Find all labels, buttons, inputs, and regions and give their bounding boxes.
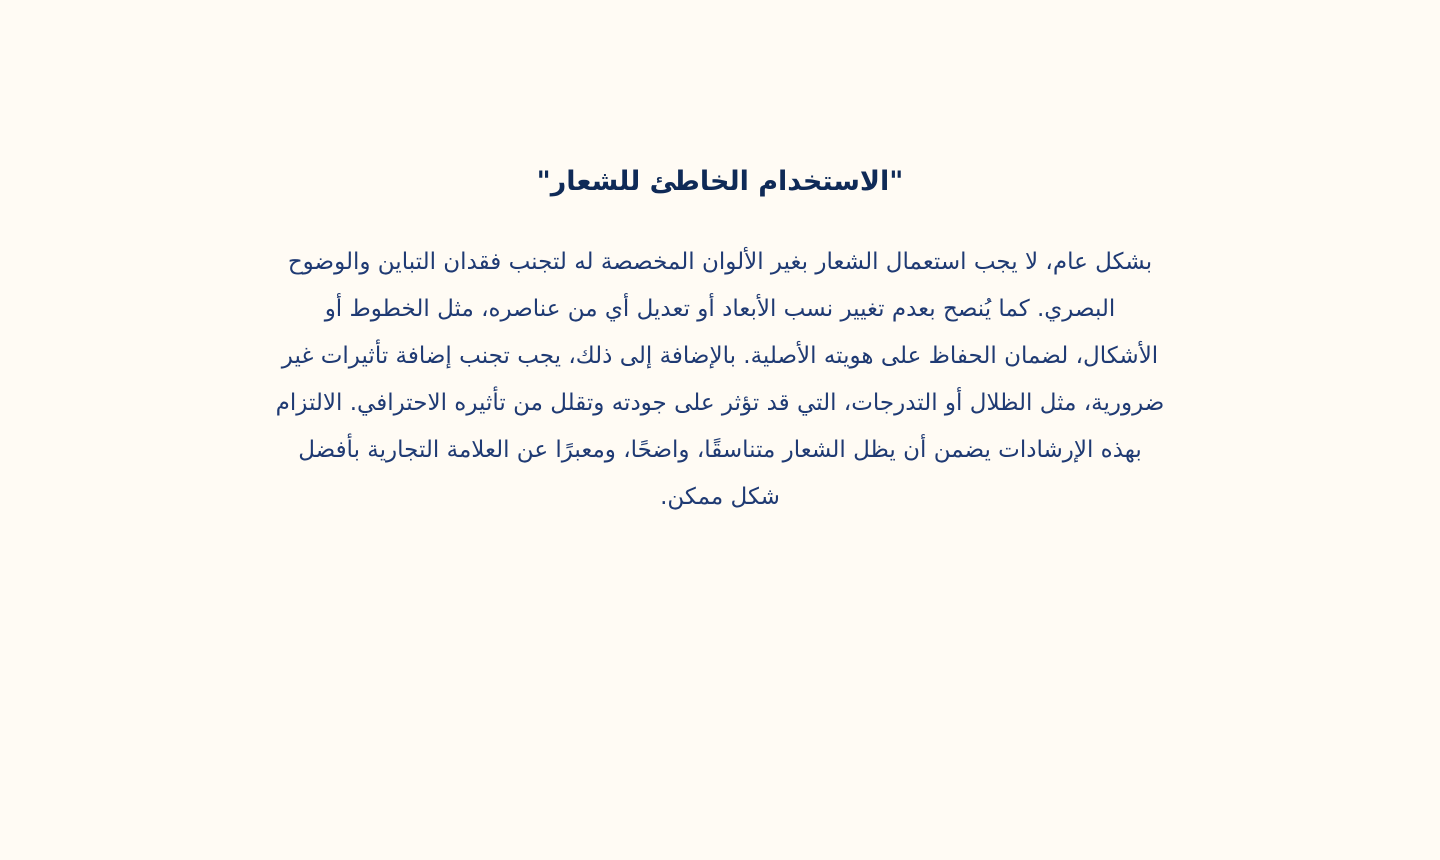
body-line: بشكل عام، لا يجب استعمال الشعار بغير الألوان المخصصة له لتجنب فقدان التباين والوضوح: [287, 249, 1153, 275]
content-block: [220, 160, 1220, 521]
body-line: البصري. كما يُنصح بعدم تغيير نسب الأبعاد أو تعديل أي من عناصره، مثل الخطوط أو: [324, 296, 1116, 322]
body-line: الأشكال، لضمان الحفاظ على هويته الأصلية. بالإضافة إلى ذلك، يجب تجنب إضافة تأثيرات غير: [281, 343, 1159, 369]
body-line: بهذه الإرشادات يضمن أن يظل الشعار متناسقًا، واضحًا، ومعبرًا عن العلامة التجارية بأفضل: [298, 437, 1142, 463]
body-paragraph: [220, 239, 1220, 521]
body-line: ضرورية، مثل الظلال أو التدرجات، التي قد تؤثر على جودته وتقلل من تأثيره الاحترافي. الالتزام: [275, 390, 1165, 416]
page-title: "الاستخدام الخاطئ للشعار": [536, 166, 904, 197]
body-line: شكل ممكن.: [660, 484, 780, 510]
